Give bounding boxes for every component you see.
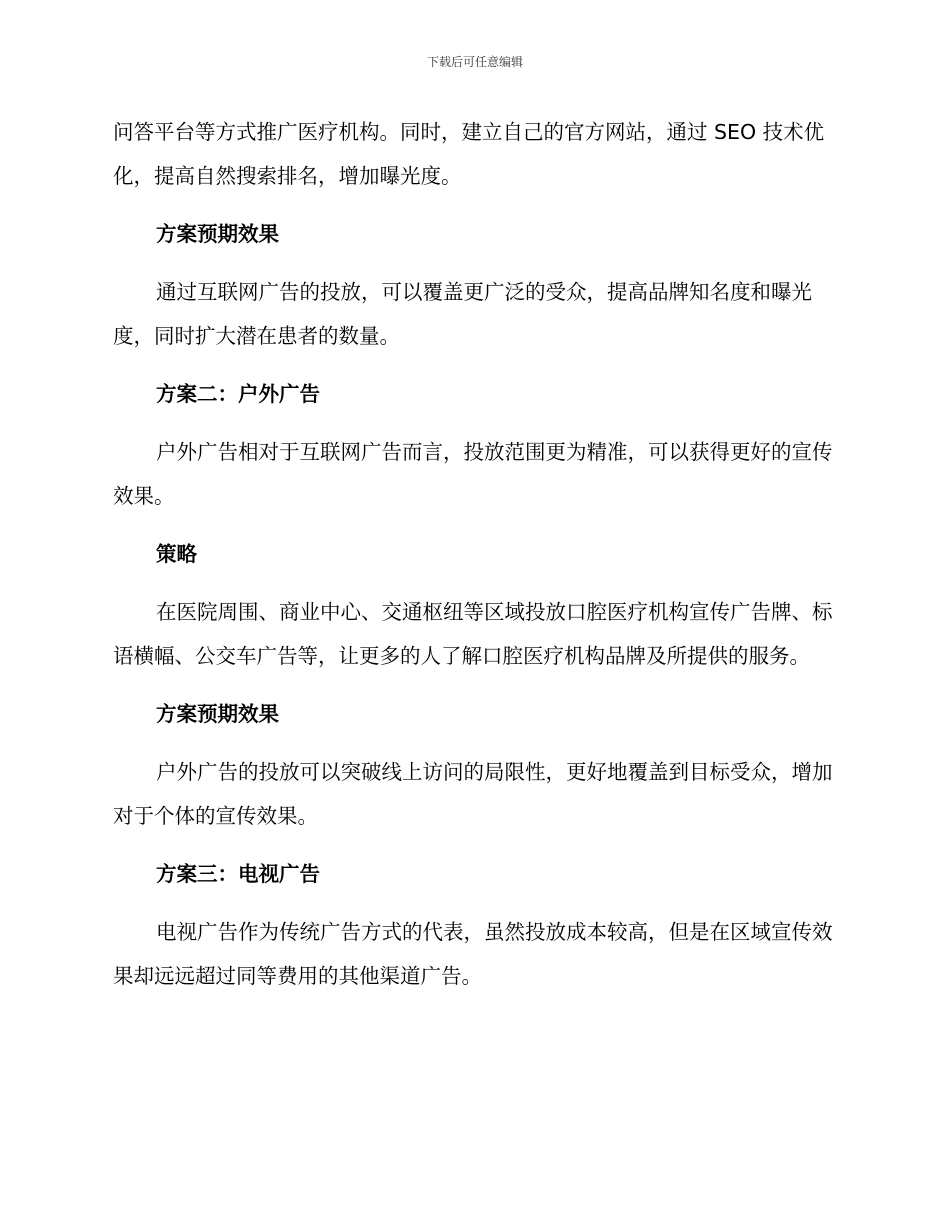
page-header-note: 下载后可任意编辑 — [426, 55, 523, 69]
paragraph-outdoor-strategy: 在医院周围、商业中心、交通枢纽等区域投放口腔医疗机构宣传广告牌、标语横幅、公交车广告等，让更多的人了解口腔医疗机构品牌及所提供的服务。 — [113, 600, 833, 668]
heading-plan-two-outdoor: 方案二：户外广告 — [156, 382, 320, 406]
document-body — [113, 110, 838, 1012]
paragraph-internet-effect: 通过互联网广告的投放，可以覆盖更广泛的受众，提高品牌知名度和曝光度，同时扩大潜在患者的数量。 — [113, 280, 812, 348]
heading-expected-effect-1: 方案预期效果 — [156, 222, 279, 246]
heading-strategy: 策略 — [156, 542, 197, 566]
paragraph-tv-intro: 电视广告作为传统广告方式的代表，虽然投放成本较高，但是在区域宣传效果却远远超过同等费用的其他渠道广告。 — [113, 920, 833, 988]
paragraph-outdoor-intro: 户外广告相对于互联网广告而言，投放范围更为精准，可以获得更好的宣传效果。 — [113, 440, 833, 508]
heading-plan-three-tv: 方案三：电视广告 — [156, 862, 320, 886]
paragraph-outdoor-effect: 户外广告的投放可以突破线上访问的局限性，更好地覆盖到目标受众，增加对于个体的宣传效果。 — [113, 760, 833, 828]
heading-expected-effect-2: 方案预期效果 — [156, 702, 279, 726]
paragraph-seo-promotion: 问答平台等方式推广医疗机构。同时，建立自己的官方网站，通过 SEO 技术优化，提高自然搜索排名，增加曝光度。 — [113, 120, 825, 188]
